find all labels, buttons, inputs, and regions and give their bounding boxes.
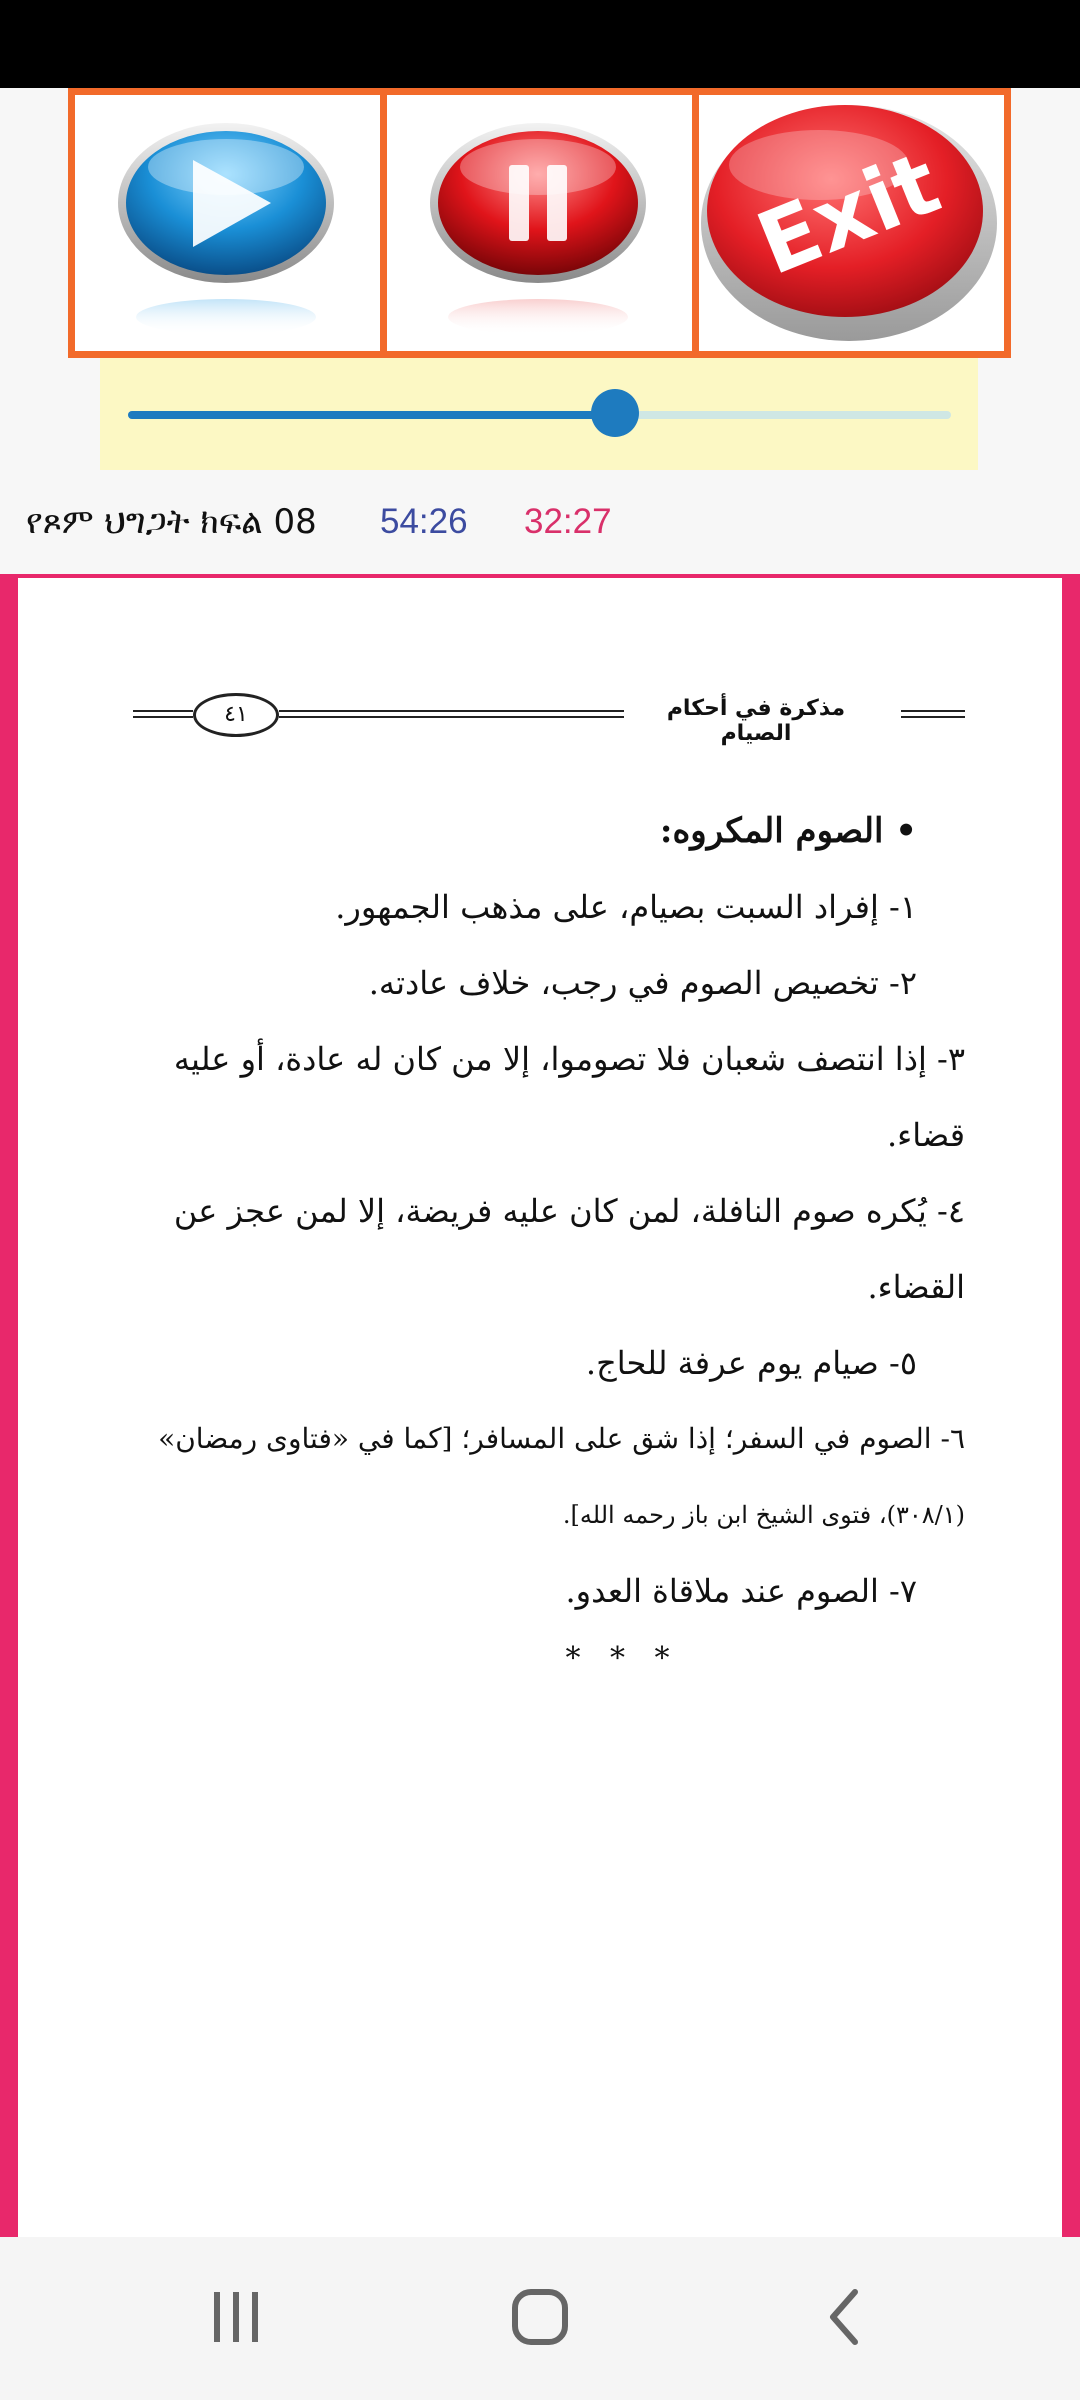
page-body: [130, 793, 965, 1689]
document-page[interactable]: [18, 578, 1062, 2237]
header-rule: [901, 710, 965, 712]
page-line: قضاء.: [886, 1116, 965, 1154]
header-rule: [133, 716, 193, 718]
page-line: ٣- إذا انتصف شعبان فلا تصوموا، إلا من كان له عادة، أو عليه: [173, 1040, 965, 1078]
seek-thumb[interactable]: [591, 389, 639, 437]
recents-icon: [136, 2237, 336, 2400]
exit-button[interactable]: [699, 95, 1004, 351]
page-header: [133, 688, 965, 748]
document-frame: [0, 574, 1080, 2237]
system-nav-bar: [0, 2237, 1080, 2400]
track-title: የጾም ህግጋት ክፍል 08: [26, 502, 317, 542]
page-line: (٣٠٨/١)، فتوى الشيخ ابن باز رحمه الله].: [562, 1501, 965, 1529]
header-rule: [133, 710, 193, 712]
current-time: 32:27: [524, 502, 612, 541]
play-button[interactable]: [75, 95, 387, 351]
pause-icon: [387, 95, 690, 351]
player-controls: [68, 88, 1011, 358]
status-bar: [0, 0, 1080, 88]
track-info: [0, 490, 1080, 560]
exit-label: Exit: [744, 133, 954, 296]
book-title: مذكرة في أحكام الصيام: [666, 696, 846, 746]
page-number: ٤١: [193, 693, 279, 737]
home-button[interactable]: [440, 2237, 640, 2400]
pause-button[interactable]: [387, 95, 699, 351]
header-rule: [279, 716, 624, 718]
page-line: ١- إفراد السبت بصيام، على مذهب الجمهور.: [335, 888, 917, 926]
page-line: ٦- الصوم في السفر؛ إذا شق على المسافر؛ [كما في «فتاوى رمضان»: [158, 1422, 965, 1455]
back-button[interactable]: [745, 2237, 945, 2400]
play-icon: [75, 95, 378, 351]
seek-bar[interactable]: [128, 411, 951, 419]
seek-progress: [128, 411, 615, 419]
section-separator: * * *: [565, 1641, 680, 1676]
home-icon: [440, 2237, 640, 2400]
back-icon: [745, 2237, 945, 2400]
page-line: ٢- تخصيص الصوم في رجب، خلاف عادته.: [368, 964, 917, 1002]
header-rule: [901, 716, 965, 718]
total-time: 54:26: [380, 502, 468, 541]
page-line: القضاء.: [867, 1268, 965, 1306]
header-rule: [279, 710, 624, 712]
page-line: ٧- الصوم عند ملاقاة العدو.: [565, 1572, 917, 1610]
page-line: ٥- صيام يوم عرفة للحاج.: [585, 1344, 917, 1382]
page-line: ٤- يُكره صوم النافلة، لمن كان عليه فريضة، إلا لمن عجز عن: [173, 1192, 965, 1230]
exit-icon: [699, 95, 1002, 351]
recents-button[interactable]: [136, 2237, 336, 2400]
seek-area: [100, 358, 978, 470]
section-heading: • الصوم المكروه:: [659, 811, 917, 851]
